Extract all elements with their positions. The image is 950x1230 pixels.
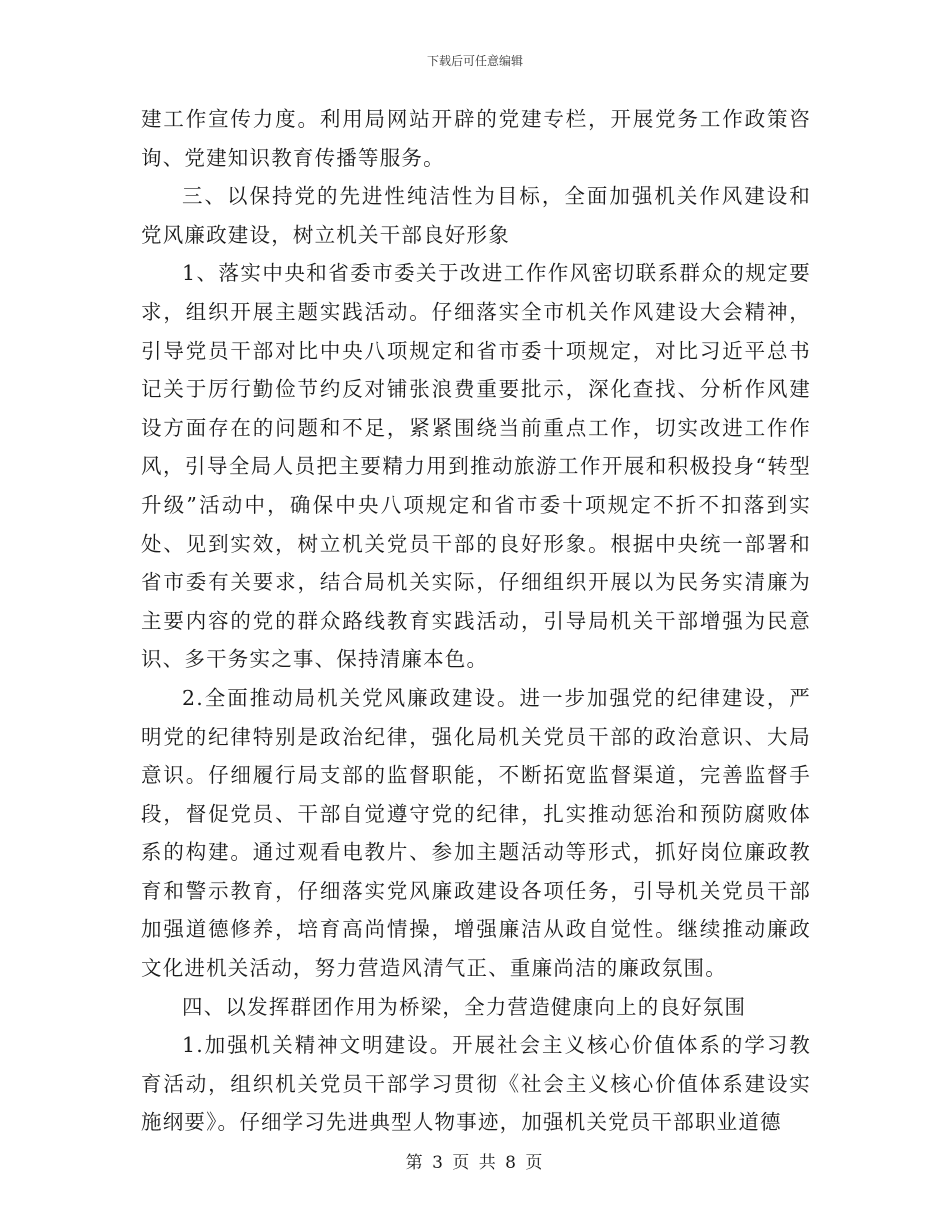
paragraph-2-heading: 三、以保持党的先进性纯洁性为目标，全面加强机关作风建设和党风廉政建设，树立机关干部良好形象 — [141, 184, 811, 247]
paragraph-1: 建工作宣传力度。利用局网站开辟的党建专栏，开展党务工作政策咨询、党建知识教育传播等服务。 — [141, 107, 811, 170]
paragraph-4: 2.全面推动局机关党风廉政建设。进一步加强党的纪律建设，严明党的纪律特别是政治纪律，强化局机关党员干部的政治意识、大局意识。仔细履行局支部的监督职能，不断拓宽监督渠道，完善监督手段，督促党员、干部自觉遵守党的纪律，扎实推动惩治和预防腐败体系的构建。通过观看电教片、参加主题活动等形式，抓好岗位廉政教育和警示教育，仔细落实党风廉政建设各项任务，引导机关党员干部加强道德修养，培育高尚情操，增强廉洁从政自觉性。继续推动廉政文化进机关活动，努力营造风清气正、重廉尚洁的廉政氛围。 — [141, 685, 811, 981]
paragraph-3: 1、落实中央和省委市委关于改进工作作风密切联系群众的规定要求，组织开展主题实践活动。仔细落实全市机关作风建设大会精神，引导党员干部对比中央八项规定和省市委十项规定，对比习近平总书记关于厉行勤俭节约反对铺张浪费重要批示，深化查找、分析作风建设方面存在的问题和不足，紧紧围绕当前重点工作，切实改进工作作风，引导全局人员把主要精力用到推动旅游工作开展和积极投身“转型升级”活动中，确保中央八项规定和省市委十项规定不折不扣落到实处、见到实效，树立机关党员干部的良好形象。根据中央统一部署和省市委有关要求，结合局机关实际，仔细组织开展以为民务实清廉为主要内容的党的群众路线教育实践活动，引导局机关干部增强为民意识、多干务实之事、保持清廉本色。 — [141, 261, 811, 672]
paragraph-6: 1.加强机关精神文明建设。开展社会主义核心价值体系的学习教育活动，组织机关党员干部学习贯彻《社会主义核心价值体系建设实施纲要》。仔细学习先进典型人物事迹，加强机关党员干部职业道德 — [141, 1033, 811, 1135]
page-header: 下载后可任意编辑 — [426, 54, 523, 68]
paragraph-5-heading: 四、以发挥群团作用为桥梁，全力营造健康向上的良好氛围 — [182, 994, 747, 1019]
document-body — [141, 100, 811, 1142]
page-number-footer: 第 3 页 共 8 页 — [405, 1153, 545, 1173]
